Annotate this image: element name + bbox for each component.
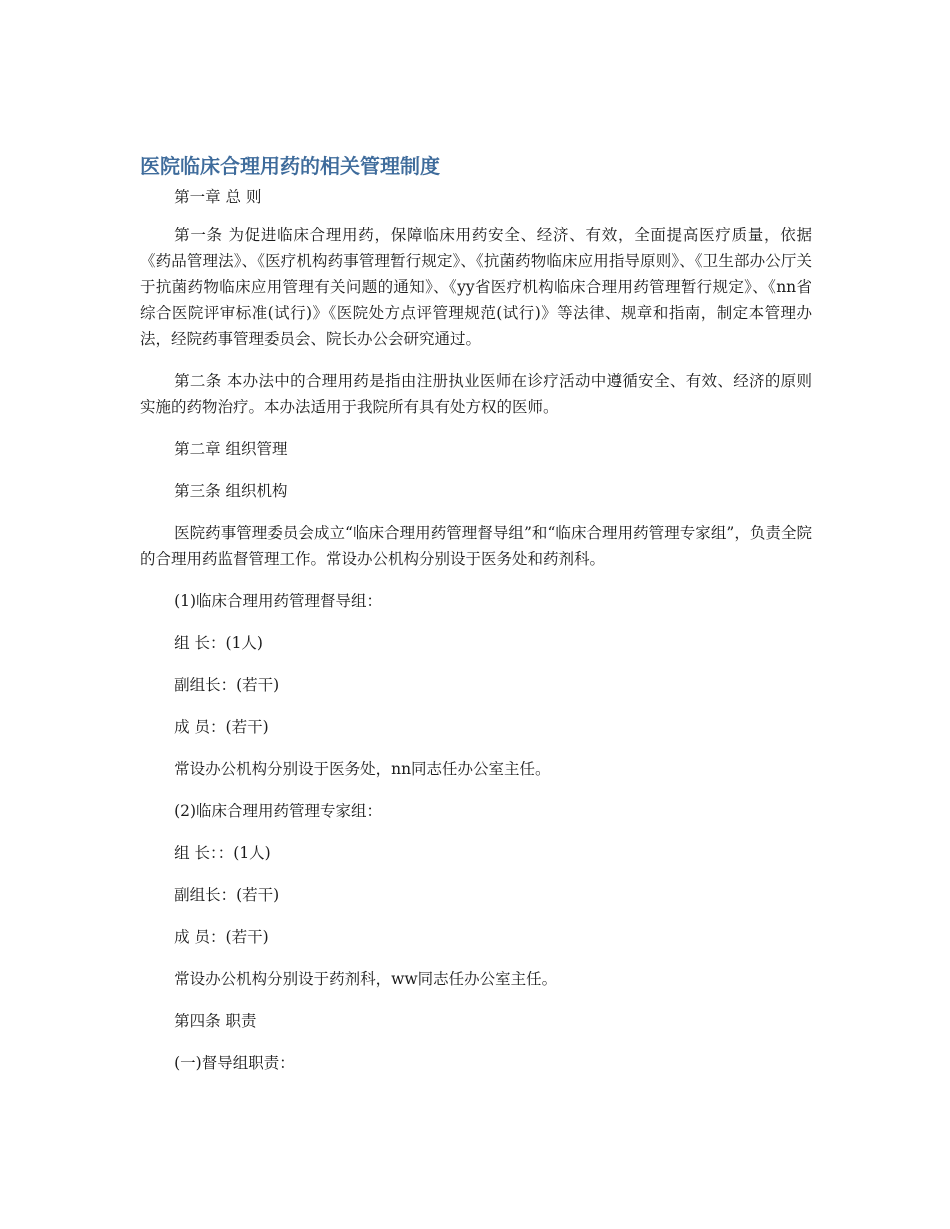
list-item: (一)督导组职责： bbox=[174, 1054, 295, 1072]
document-body bbox=[140, 184, 812, 1092]
list-item: 副组长：(若干) bbox=[174, 886, 280, 904]
paragraph: 医院药事管理委员会成立“临床合理用药管理督导组”和“临床合理用药管理专家组”，负责全院的合理用药监督管理工作。常设办公机构分别设于医务处和药剂科。 bbox=[140, 524, 812, 568]
list-item: (2)临床合理用药管理专家组： bbox=[174, 802, 383, 820]
article-heading: 第三条 组织机构 bbox=[174, 482, 288, 500]
list-item: 成 员：(若干) bbox=[174, 718, 269, 736]
paragraph: 常设办公机构分别设于医务处，nn同志任办公室主任。 bbox=[174, 760, 551, 778]
document-title: 医院临床合理用药的相关管理制度 bbox=[140, 154, 440, 178]
list-item: 组 长：：(1人) bbox=[174, 844, 271, 862]
article-heading: 第四条 职责 bbox=[174, 1012, 257, 1030]
list-item: 成 员：(若干) bbox=[174, 928, 269, 946]
list-item: 组 长：(1人) bbox=[174, 634, 263, 652]
chapter-heading: 第二章 组织管理 bbox=[174, 440, 288, 458]
paragraph: 常设办公机构分别设于药剂科，ww同志任办公室主任。 bbox=[174, 970, 558, 988]
list-item: 副组长：(若干) bbox=[174, 676, 280, 694]
chapter-heading: 第一章 总 则 bbox=[174, 188, 262, 206]
paragraph: 第一条 为促进临床合理用药，保障临床用药安全、经济、有效，全面提高医疗质量，依据《药品管理法》、《医疗机构药事管理暂行规定》、《抗菌药物临床应用指导原则》、《卫生部办公厅关于抗菌药物临床应用管理有关问题的通知》、《yy省医疗机构临床合理用药管理暂行规定》、《nn省综合医院评审标准(试行)》《医院处方点评管理规范(试行)》等法律、规章和指南，制定本管理办法，经院药事管理委员会、院长办公会研究通过。 bbox=[140, 226, 812, 348]
paragraph: 第二条 本办法中的合理用药是指由注册执业医师在诊疗活动中遵循安全、有效、经济的原则实施的药物治疗。本办法适用于我院所有具有处方权的医师。 bbox=[140, 372, 812, 416]
list-item: (1)临床合理用药管理督导组： bbox=[174, 592, 383, 610]
